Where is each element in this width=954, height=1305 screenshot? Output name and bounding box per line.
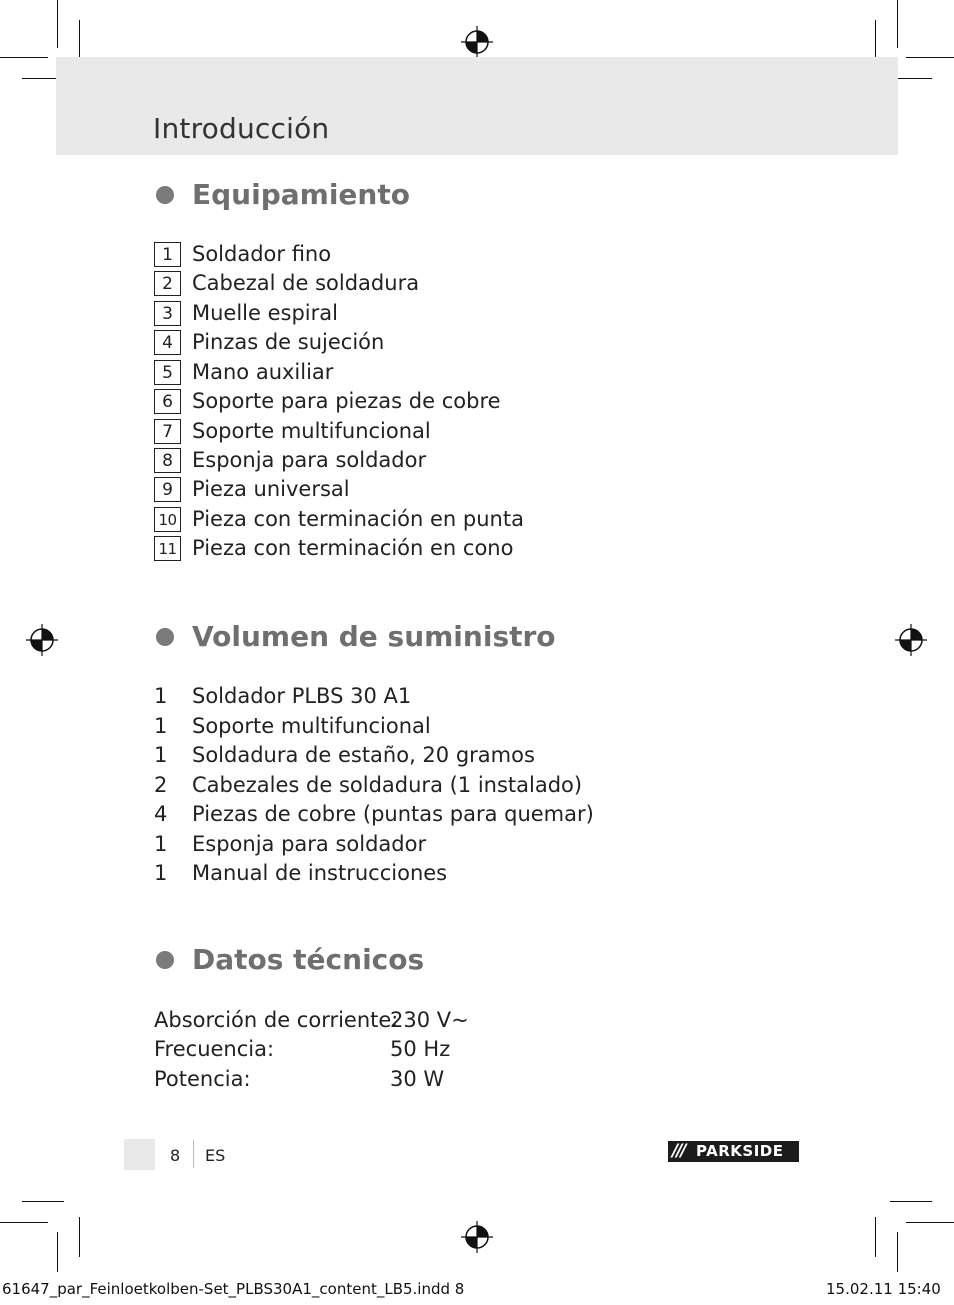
page-title: Introducción (153, 112, 330, 145)
item-label: Piezas de cobre (puntas para quemar) (192, 802, 594, 826)
datos-section (154, 943, 854, 1093)
item-label: Soldador PLBS 30 A1 (192, 684, 412, 708)
item-label: Cabezales de soldadura (1 instalado) (192, 773, 583, 797)
crop-mark (890, 1201, 932, 1202)
item-label: Esponja para soldador (192, 832, 427, 856)
item-label: Pinzas de sujeción (192, 330, 385, 354)
item-label: Pieza con terminación en cono (192, 536, 514, 560)
parkside-logo (668, 1141, 799, 1162)
crop-mark (897, 0, 898, 48)
bullet-icon (156, 628, 174, 646)
equipamiento-section (154, 178, 854, 568)
crop-mark (875, 1217, 876, 1257)
item-label: Pieza con terminación en punta (192, 507, 524, 531)
item-quantity: 1 (154, 684, 168, 708)
spec-label: Potencia: (154, 1067, 251, 1091)
crop-mark (57, 0, 58, 48)
suministro-section (154, 620, 854, 890)
footer-tab (124, 1139, 155, 1170)
spec-label: Absorción de corriente: (154, 1008, 399, 1032)
item-label: Cabezal de soldadura (192, 271, 420, 295)
item-number: 2 (154, 271, 181, 296)
crop-mark (79, 1217, 80, 1257)
item-number: 3 (154, 301, 181, 326)
item-quantity: 4 (154, 802, 168, 826)
print-date: 15.02.11 15:40 (826, 1280, 941, 1298)
item-quantity: 1 (154, 832, 168, 856)
item-label: Manual de instrucciones (192, 861, 448, 885)
footer-divider (193, 1140, 194, 1168)
item-label: Soldadura de estaño, 20 gramos (192, 743, 535, 767)
spec-value: 30 W (390, 1067, 445, 1091)
crop-mark (79, 20, 80, 62)
spec-label: Frecuencia: (154, 1037, 275, 1061)
registration-mark-icon (461, 1221, 493, 1253)
registration-mark-icon (895, 624, 927, 656)
language-code: ES (205, 1146, 226, 1165)
item-number: 11 (154, 536, 181, 561)
item-number: 4 (154, 330, 181, 355)
crop-mark (897, 1232, 898, 1272)
item-number: 5 (154, 360, 181, 385)
section-heading-text: Volumen de suministro (192, 620, 556, 653)
item-number: 1 (154, 242, 181, 267)
logo-slashes: /// (672, 1141, 685, 1161)
item-quantity: 1 (154, 714, 168, 738)
item-quantity: 1 (154, 861, 168, 885)
bullet-icon (156, 186, 174, 204)
item-label: Mano auxiliar (192, 360, 334, 384)
item-label: Soporte para piezas de cobre (192, 389, 501, 413)
page-number: 8 (170, 1146, 181, 1165)
print-slug: 61647_par_Feinloetkolben-Set_PLBS30A1_content_LB5.indd 8 (2, 1280, 465, 1298)
logo-text: PARKSIDE (696, 1142, 784, 1160)
section-heading-text: Equipamiento (192, 178, 410, 211)
item-label: Soldador fino (192, 242, 332, 266)
item-label: Esponja para soldador (192, 448, 427, 472)
registration-mark-icon (26, 624, 58, 656)
item-quantity: 1 (154, 743, 168, 767)
registration-mark-icon (461, 26, 493, 58)
crop-mark (906, 57, 954, 58)
item-number: 10 (154, 507, 181, 532)
item-label: Pieza universal (192, 477, 350, 501)
crop-mark (906, 1222, 954, 1223)
spec-value: 50 Hz (390, 1037, 451, 1061)
item-label: Soporte multifuncional (192, 714, 431, 738)
item-number: 6 (154, 389, 181, 414)
item-number: 8 (154, 448, 181, 473)
item-label: Muelle espiral (192, 301, 338, 325)
item-number: 7 (154, 419, 181, 444)
bullet-icon (156, 951, 174, 969)
item-number: 9 (154, 477, 181, 502)
crop-mark (875, 20, 876, 62)
crop-mark (0, 57, 48, 58)
crop-mark (57, 1232, 58, 1272)
crop-mark (0, 1222, 48, 1223)
item-quantity: 2 (154, 773, 168, 797)
item-label: Soporte multifuncional (192, 419, 431, 443)
crop-mark (22, 1201, 64, 1202)
spec-value: 230 V~ (390, 1008, 469, 1032)
section-heading-text: Datos técnicos (192, 943, 425, 976)
